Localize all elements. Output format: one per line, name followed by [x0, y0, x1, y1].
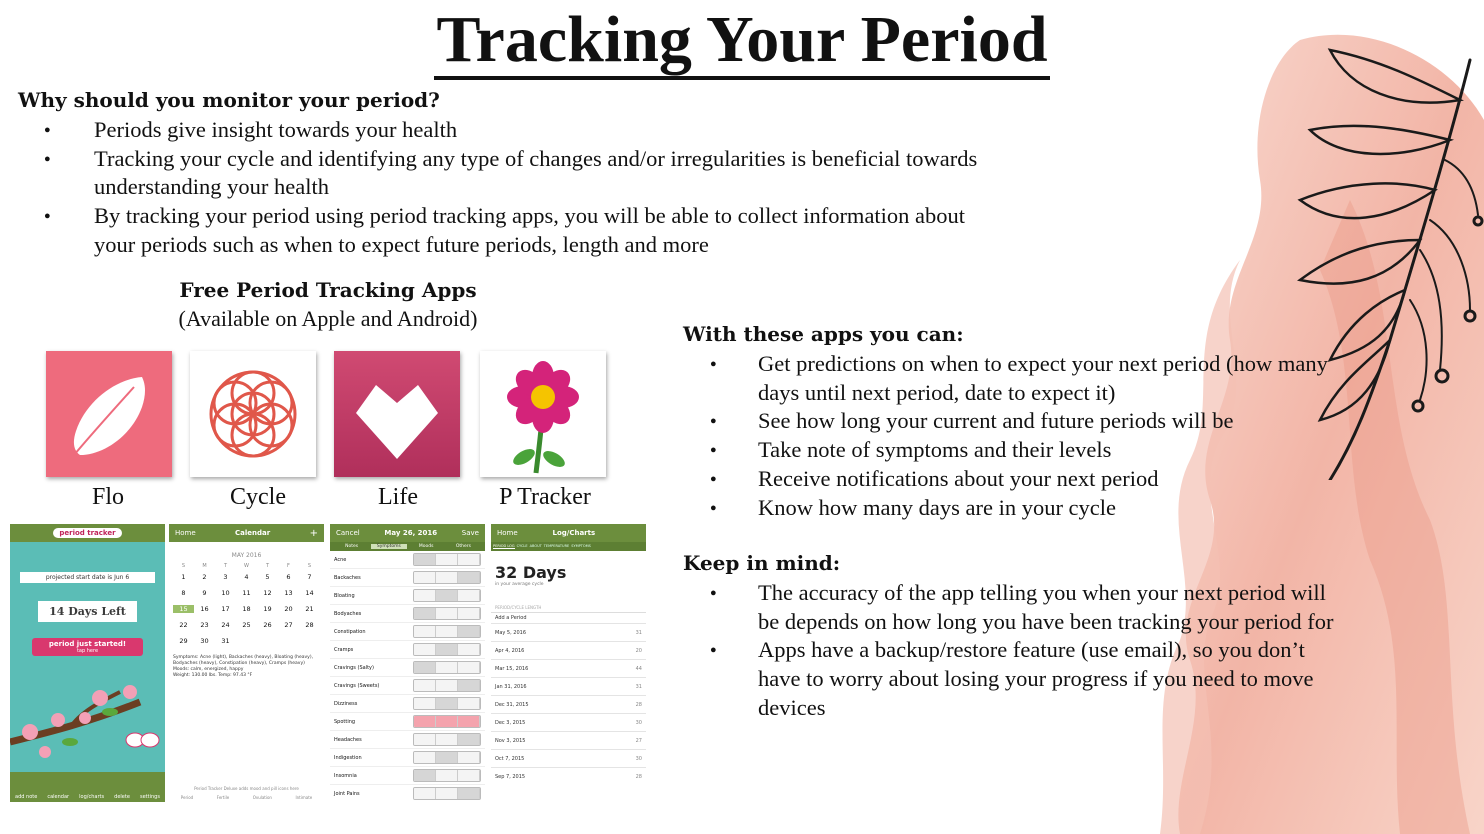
calendar-grid: [169, 569, 324, 645]
table-row[interactable]: [491, 659, 646, 677]
level-option[interactable]: [436, 698, 458, 709]
level-option[interactable]: [458, 752, 480, 763]
flower-icon: [480, 351, 606, 477]
symptom-row[interactable]: [330, 551, 485, 569]
symptom-label: Acne: [334, 556, 347, 563]
tab-add-note[interactable]: add note: [15, 794, 38, 800]
symptom-row[interactable]: [330, 659, 485, 677]
bottom-tab-bar: [10, 772, 165, 802]
level-option[interactable]: [458, 554, 480, 565]
calendar-day[interactable]: 31: [221, 637, 230, 645]
symptom-level-selector[interactable]: [413, 679, 481, 692]
calendar-day[interactable]: 3: [223, 573, 228, 581]
calendar-footer: Period Tracker Deluxe adds mood and pill icons here Period Fertile Ovulation Intimate: [180, 786, 313, 800]
tab-log-charts[interactable]: log/charts: [79, 794, 105, 800]
symptom-row[interactable]: [330, 569, 485, 587]
symptom-row[interactable]: [330, 623, 485, 641]
symptom-level-selector[interactable]: [413, 571, 481, 584]
add-period-link[interactable]: Add a Period: [491, 612, 646, 623]
symptom-label: Backaches: [334, 574, 361, 581]
level-option[interactable]: [436, 662, 458, 673]
symptom-label: Constipation: [334, 628, 366, 635]
level-option[interactable]: [458, 698, 480, 709]
symptom-tabs: Notes Symptoms Moods Others: [330, 542, 485, 551]
flower-of-life-icon: [190, 351, 316, 477]
page-title: Tracking Your Period: [0, 2, 1484, 78]
cycle-app-icon: [190, 351, 316, 477]
calendar-day[interactable]: 1: [181, 573, 186, 581]
level-option[interactable]: [414, 752, 436, 763]
level-option[interactable]: [414, 662, 436, 673]
calendar-notes: Symptoms: Acne (light), Backaches (heavy), Bloating (heavy), Bodyaches (heavy), Constipation (heavy), Cramps (heavy) Moods: calm, energized, happy Weight: 130.00 lbs. Temp: 97.43 °F: [173, 655, 314, 678]
level-option[interactable]: [414, 716, 436, 727]
calendar-day[interactable]: 28: [305, 621, 314, 629]
level-option[interactable]: [414, 554, 436, 565]
symptom-row[interactable]: [330, 695, 485, 713]
app-label-life: Life: [378, 484, 418, 510]
symptom-row[interactable]: [330, 767, 485, 785]
symptom-level-selector[interactable]: [413, 697, 481, 710]
weekday-label: T: [223, 563, 228, 569]
calendar-day[interactable]: 10: [221, 589, 230, 597]
symptom-level-selector[interactable]: [413, 625, 481, 638]
symptom-level-selector[interactable]: [413, 751, 481, 764]
symptom-label: Bloating: [334, 592, 355, 599]
tab-settings[interactable]: settings: [139, 794, 160, 800]
level-option[interactable]: [414, 572, 436, 583]
can-list: [700, 350, 1340, 522]
table-row[interactable]: [491, 767, 646, 785]
level-option[interactable]: [436, 572, 458, 583]
calendar-day[interactable]: 9: [202, 589, 207, 597]
symptom-label: Bodyaches: [334, 610, 362, 617]
level-option[interactable]: [458, 734, 480, 745]
calendar-weekdays: [169, 563, 324, 569]
log-date: Dec 3, 2015: [495, 719, 526, 726]
app-logo: period tracker: [10, 524, 165, 542]
level-option[interactable]: [436, 752, 458, 763]
symptom-label: Cravings (Sweets): [334, 682, 380, 689]
calendar-month: MAY 2016: [231, 552, 262, 559]
why-list: [30, 116, 990, 260]
level-option[interactable]: [436, 644, 458, 655]
level-option[interactable]: [436, 554, 458, 565]
level-option[interactable]: [458, 626, 480, 637]
can-heading: With these apps you can:: [683, 322, 964, 346]
symptom-level-selector[interactable]: [413, 553, 481, 566]
symptom-label: Dizziness: [334, 700, 358, 707]
weekday-label: S: [307, 563, 312, 569]
calendar-day[interactable]: 13: [284, 589, 293, 597]
tab-delete[interactable]: delete: [114, 794, 130, 800]
table-row[interactable]: [491, 731, 646, 749]
symptom-row[interactable]: [330, 587, 485, 605]
symptom-row[interactable]: [330, 641, 485, 659]
calendar-day[interactable]: 2: [202, 573, 207, 581]
symptom-level-selector[interactable]: [413, 661, 481, 674]
calendar-day[interactable]: 14: [305, 589, 314, 597]
level-option[interactable]: [436, 590, 458, 601]
log-length: 44: [635, 665, 642, 672]
level-option[interactable]: [414, 626, 436, 637]
log-date: Nov 3, 2015: [495, 737, 526, 744]
symptom-row[interactable]: [330, 605, 485, 623]
list-item: ● Get predictions on when to expect your next period (how many days until next period, date to expect it): [700, 350, 1340, 407]
list-item: ● Take note of symptoms and their levels: [700, 436, 1340, 465]
calendar-day[interactable]: 16: [200, 605, 209, 613]
level-option[interactable]: [436, 680, 458, 691]
level-option[interactable]: [414, 788, 436, 799]
calendar-day[interactable]: 23: [200, 621, 209, 629]
screenshot-calendar: [169, 524, 324, 802]
ptracker-app-icon: [480, 351, 606, 477]
weekday-label: M: [202, 563, 207, 569]
calendar-day[interactable]: 24: [221, 621, 230, 629]
list-item: ● See how long your current and future periods will be: [700, 407, 1340, 436]
symptom-label: Indigestion: [334, 754, 362, 761]
log-header: Home Log/Charts: [491, 524, 646, 542]
level-option[interactable]: [436, 716, 458, 727]
level-option[interactable]: [458, 680, 480, 691]
level-option[interactable]: [414, 608, 436, 619]
app-label-cycle: Cycle: [230, 484, 286, 510]
calendar-day[interactable]: 21: [305, 605, 314, 613]
table-row[interactable]: [491, 695, 646, 713]
apps-heading: Free Period Tracking Apps: [179, 278, 477, 302]
keep-heading: Keep in mind:: [683, 551, 841, 575]
level-option[interactable]: [414, 680, 436, 691]
log-date: May 5, 2016: [495, 629, 527, 636]
calendar-day[interactable]: 20: [284, 605, 293, 613]
weekday-label: F: [287, 563, 290, 569]
days-left: 14 Days Left: [38, 601, 137, 622]
calendar-day[interactable]: 18: [242, 605, 251, 613]
list-item: ● Apps have a backup/restore feature (use email), so you don’t have to worry about losing your progress if you need to move devices: [700, 636, 1340, 722]
level-option[interactable]: [458, 572, 480, 583]
calendar-day[interactable]: 30: [200, 637, 209, 645]
level-option[interactable]: [414, 644, 436, 655]
weekday-label: W: [244, 563, 249, 569]
log-length: 27: [635, 737, 642, 744]
life-app-icon: [334, 351, 460, 477]
calendar-day[interactable]: 6: [286, 573, 291, 581]
calendar-day[interactable]: 25: [242, 621, 251, 629]
log-length: 28: [635, 773, 642, 780]
app-label-ptracker: P Tracker: [499, 484, 591, 510]
calendar-header: Home Calendar +: [169, 524, 324, 542]
symptom-label: Cramps: [334, 646, 354, 653]
calendar-day[interactable]: 15: [173, 605, 194, 613]
screenshot-symptoms: [330, 524, 485, 802]
screenshot-log: Home Log/Charts PERIOD LOG CYCLE ABOUT TEMPERATURE SYMPTOMS 32 Days in your average cycle PERIOD/CYCLE LENGTH Add a Period May 5, 2016 31 Apr 4, 2016 20 Mar 15, 2016 44 Jan 31, 2016 31 Dec 31, 2015 28 Dec 3, 2015 30 Nov 3, 2015 27 Oct 7, 2015 30 Sep 7, 2015 28: [491, 524, 646, 802]
list-item: ● Tracking your cycle and identifying any type of changes and/or irregularities is beneficial towards understanding your health: [30, 145, 990, 202]
level-option[interactable]: [458, 662, 480, 673]
calendar-day[interactable]: 4: [244, 573, 249, 581]
calendar-day[interactable]: 27: [284, 621, 293, 629]
symptoms-header: Cancel May 26, 2016 Save: [330, 524, 485, 542]
symptom-row[interactable]: [330, 677, 485, 695]
average-cycle: 32 Days: [495, 563, 567, 582]
symptom-label: Cravings (Salty): [334, 664, 374, 671]
level-option[interactable]: [414, 734, 436, 745]
level-option[interactable]: [458, 770, 480, 781]
symptom-row[interactable]: [330, 785, 485, 802]
log-length: 31: [635, 683, 642, 690]
flo-app-icon: [46, 351, 172, 477]
log-tabs: PERIOD LOG CYCLE ABOUT TEMPERATURE SYMPTOMS: [491, 542, 646, 551]
level-option[interactable]: [458, 644, 480, 655]
level-option[interactable]: [414, 770, 436, 781]
level-option[interactable]: [436, 626, 458, 637]
log-length: 31: [635, 629, 642, 636]
why-heading: Why should you monitor your period?: [18, 88, 440, 112]
list-item: ● Receive notifications about your next period: [700, 465, 1340, 494]
log-date: Mar 15, 2016: [495, 665, 529, 672]
symptom-level-selector[interactable]: [413, 715, 481, 728]
calendar-day[interactable]: 11: [242, 589, 251, 597]
tab-calendar[interactable]: calendar: [47, 794, 70, 800]
calendar-day[interactable]: 5: [265, 573, 270, 581]
log-length: 20: [635, 647, 642, 654]
level-option[interactable]: [458, 716, 480, 727]
table-row[interactable]: [491, 641, 646, 659]
list-item: ● Periods give insight towards your health: [30, 116, 990, 145]
log-date: Oct 7, 2015: [495, 755, 525, 762]
level-option[interactable]: [414, 698, 436, 709]
list-item: ● Know how many days are in your cycle: [700, 494, 1340, 523]
screenshot-home: [10, 524, 165, 802]
log-date: Dec 31, 2015: [495, 701, 529, 708]
symptom-row[interactable]: [330, 731, 485, 749]
log-date: Jan 31, 2016: [495, 683, 527, 690]
list-item: ● The accuracy of the app telling you when your next period will be depends on how long you have been tracking your period for: [700, 579, 1340, 636]
symptom-list: [330, 551, 485, 802]
list-item: ● By tracking your period using period tracking apps, you will be able to collect information about your periods such as when to expect future periods, length and more: [30, 202, 990, 259]
level-option[interactable]: [436, 770, 458, 781]
log-length: 30: [635, 755, 642, 762]
symptom-level-selector[interactable]: [413, 643, 481, 656]
cherry-blossom-branch: [10, 662, 165, 772]
calendar-day[interactable]: 22: [179, 621, 188, 629]
symptom-label: Headaches: [334, 736, 362, 743]
log-length: 30: [635, 719, 642, 726]
table-row[interactable]: [491, 623, 646, 641]
symptom-level-selector[interactable]: [413, 769, 481, 782]
app-label-flo: Flo: [91, 484, 124, 510]
calendar-day[interactable]: 12: [263, 589, 272, 597]
level-option[interactable]: [458, 608, 480, 619]
level-option[interactable]: [414, 590, 436, 601]
symptom-level-selector[interactable]: [413, 733, 481, 746]
keep-list: [700, 579, 1340, 723]
period-started-button[interactable]: period just started! tap here: [32, 638, 143, 656]
log-date: Apr 4, 2016: [495, 647, 525, 654]
table-row[interactable]: [491, 713, 646, 731]
calendar-day[interactable]: 17: [221, 605, 230, 613]
heart-icon: [334, 351, 460, 477]
feather-icon: [46, 351, 172, 477]
weekday-label: S: [181, 563, 186, 569]
calendar-day[interactable]: 29: [179, 637, 188, 645]
symptom-level-selector[interactable]: [413, 787, 481, 800]
log-length: 28: [635, 701, 642, 708]
table-row[interactable]: [491, 749, 646, 767]
symptom-row[interactable]: [330, 713, 485, 731]
symptom-row[interactable]: [330, 749, 485, 767]
symptom-level-selector[interactable]: [413, 607, 481, 620]
symptom-level-selector[interactable]: [413, 589, 481, 602]
calendar-day[interactable]: 7: [307, 573, 312, 581]
symptom-label: Joint Pains: [334, 790, 360, 797]
period-log-list: [491, 623, 646, 785]
symptom-label: Insomnia: [334, 772, 357, 779]
weekday-label: T: [265, 563, 270, 569]
level-option[interactable]: [436, 788, 458, 799]
calendar-day[interactable]: 8: [181, 589, 186, 597]
calendar-day[interactable]: 26: [263, 621, 272, 629]
table-row[interactable]: [491, 677, 646, 695]
symptom-label: Spotting: [334, 718, 356, 725]
projected-date: projected start date is Jun 6: [20, 572, 155, 583]
level-option[interactable]: [436, 734, 458, 745]
calendar-day[interactable]: 19: [263, 605, 272, 613]
level-option[interactable]: [458, 590, 480, 601]
level-option[interactable]: [458, 788, 480, 799]
apps-subheading: (Available on Apple and Android): [178, 306, 478, 331]
log-date: Sep 7, 2015: [495, 773, 526, 780]
level-option[interactable]: [436, 608, 458, 619]
